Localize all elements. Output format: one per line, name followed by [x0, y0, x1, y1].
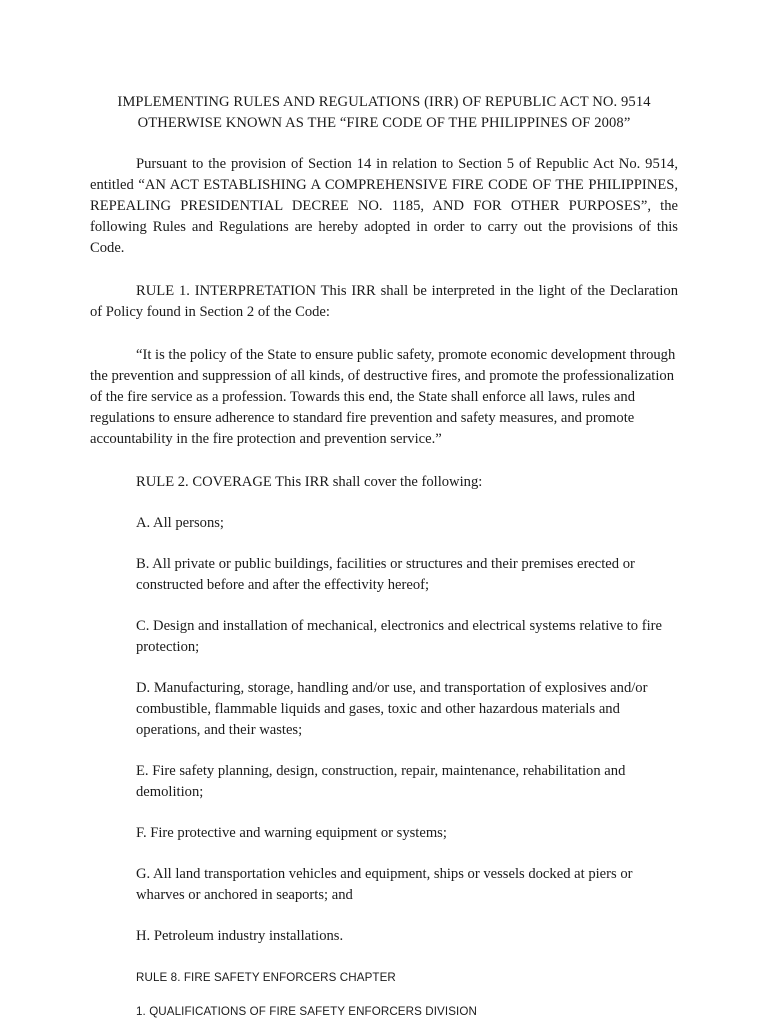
section-1-heading: 1. QUALIFICATIONS OF FIRE SAFETY ENFORCERS DIVISION — [136, 1005, 477, 1018]
policy-quote: “It is the policy of the State to ensure public safety, promote economic development through the prevention and suppression of all kinds, of destructive fires, and promote the professionalization of the fire service as a profession. Towards this end, the State shall enforce all laws, rules and regulations to ensure adherence to standard fire prevention and safety measures, and promote accountability in the fire protection and prevention service.” — [90, 347, 676, 447]
document-page — [90, 92, 678, 1020]
coverage-item-b: B. All private or public buildings, facilities or structures and their premises erected or constructed before and after the effectivity hereof; — [136, 556, 635, 593]
coverage-item-a: A. All persons; — [136, 515, 224, 531]
coverage-item-h: H. Petroleum industry installations. — [136, 928, 344, 944]
coverage-item-d: D. Manufacturing, storage, handling and/or use, and transportation of explosives and/or combustible, flammable liquids and gases, toxic and other hazardous materials and operations, and their wastes; — [136, 680, 648, 738]
coverage-item-c: C. Design and installation of mechanical, electronics and electrical systems relative to fire protection; — [136, 618, 662, 655]
title-line-2: OTHERWISE KNOWN AS THE “FIRE CODE OF THE PHILIPPINES OF 2008” — [137, 115, 631, 131]
rule-1-paragraph: RULE 1. INTERPRETATION This IRR shall be interpreted in the light of the Declaration of Policy found in Section 2 of the Code: — [90, 283, 678, 320]
coverage-item-e: E. Fire safety planning, design, construction, repair, maintenance, rehabilitation and demolition; — [136, 763, 626, 800]
rule-2-paragraph: RULE 2. COVERAGE This IRR shall cover the following: — [136, 474, 483, 490]
document-title — [90, 92, 678, 134]
coverage-item-f: F. Fire protective and warning equipment or systems; — [136, 825, 447, 841]
title-line-1: IMPLEMENTING RULES AND REGULATIONS (IRR) OF REPUBLIC ACT NO. 9514 — [117, 94, 651, 110]
rule-8-heading: RULE 8. FIRE SAFETY ENFORCERS CHAPTER — [136, 971, 396, 984]
coverage-item-g: G. All land transportation vehicles and equipment, ships or vessels docked at piers or wharves or anchored in seaports; and — [136, 866, 633, 903]
intro-paragraph: Pursuant to the provision of Section 14 in relation to Section 5 of Republic Act No. 9514, entitled “AN ACT ESTABLISHING A COMPREHENSIVE FIRE CODE OF THE PHILIPPINES, REPEALING PRESIDENTIAL DECREE NO. 1185, AND FOR OTHER PURPOSES”, the following Rules and Regulations are hereby adopted in order to carry out the provisions of this Code. — [90, 156, 678, 256]
